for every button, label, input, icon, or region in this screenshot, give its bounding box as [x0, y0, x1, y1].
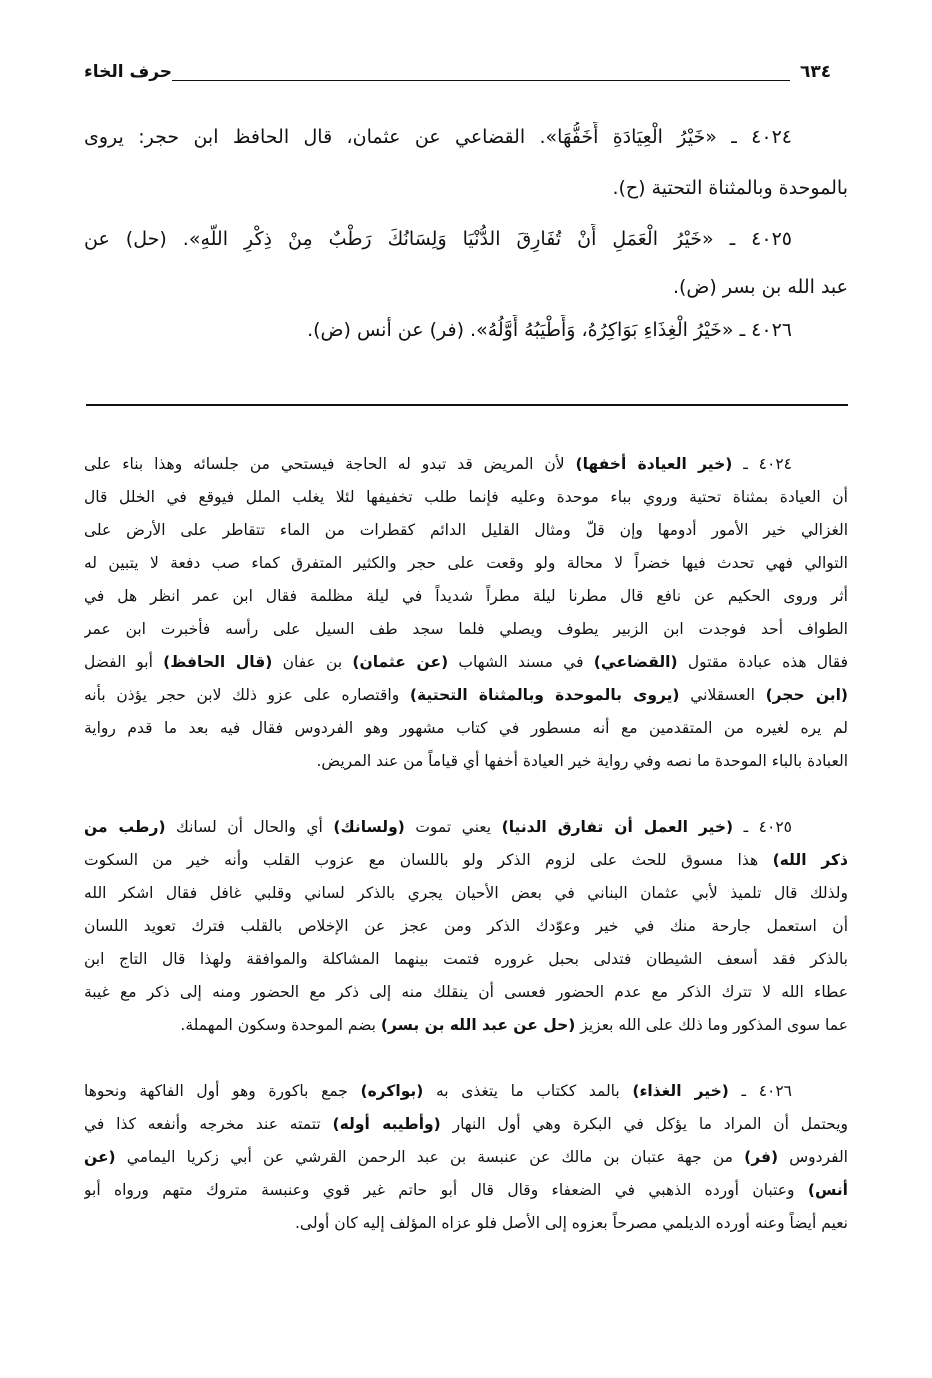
text-segment: أي والحال أن لسانك — [165, 818, 334, 836]
text-segment: في مسند الشهاب — [448, 653, 594, 671]
bold-quoted-text: (رطب من — [84, 818, 166, 836]
text-segment: ٤٠٢٤ ـ — [732, 455, 792, 473]
commentary-line — [84, 813, 792, 841]
text-segment: عبد الله بن بسر (ض). — [672, 276, 848, 298]
text-segment: جمع باكورة وهو أول الفاكهة ونحوها — [84, 1082, 361, 1100]
matn-line — [84, 224, 792, 254]
text-segment: يعني تموت — [404, 818, 502, 836]
commentary-line — [84, 945, 848, 973]
bold-quoted-text: (يروى بالموحدة وبالمثناة التحتية) — [409, 686, 680, 704]
text-segment: عطاء الله لا تترك الذكر مع عدم الحضور فعسى أن ينقلك منه إلى ذكر مع الحضور ومنه إلى ذكر مع غيبة — [84, 983, 848, 1001]
text-segment: بالذكر فقد أسعف الشيطان فتدلى بحبل غروره فتمت بينهما المشاكلة والموافقة ولهذا قال التاج ابن — [84, 950, 848, 968]
text-segment: ٤٠٢٦ ـ «خَيْرُ الْغِذَاءِ بَوَاكِرُهُ، وَأَطْيَبُهُ أَوَّلُهُ». (فر) عن أنس (ض). — [307, 319, 792, 341]
text-segment: بالموحدة وبالمثناة التحتية (ح). — [612, 177, 848, 199]
page-number: ٦٣٤ — [800, 62, 832, 82]
section-divider — [86, 404, 848, 406]
bold-quoted-text: (وأطيبه أوله) — [332, 1115, 441, 1133]
text-segment: الفردوس — [778, 1148, 848, 1166]
matn-line — [84, 272, 848, 302]
text-segment: وعتبان أورده الذهبي في الضعفاء وقال قال أبو حاتم غير قوي وعنبسة متروك متهم ورواه أبو — [84, 1181, 808, 1199]
text-segment: العبادة بالباء الموحدة ما نصه وفي رواية خير العيادة أخفها أي قياماً من عند المريض. — [316, 752, 848, 770]
commentary-line — [84, 615, 848, 643]
commentary-line — [84, 483, 848, 511]
text-segment: ولذلك قال تلميذ لأبي عثمان البناني في بعض الأحيان يجري بالذكر لساني وقلبي غافل فقال اشكر الله — [84, 884, 848, 902]
matn-line — [84, 122, 792, 152]
commentary-line — [84, 912, 848, 940]
text-segment: تتمته عند مخرجه وأنفعه كذا في — [84, 1115, 333, 1133]
text-segment: أن استعمل جارحة منك في خير وعوّدك الذكر ومن عجز عن الإخلاص بالقلب فترك تعويد اللسان — [84, 917, 848, 935]
text-segment: أثر وروى الحكيم عن نافع قال مطرنا ليلة مطراً شديداً في ليلة مظلمة فقال ابن عمر انظر هل في — [84, 587, 848, 605]
commentary-line — [84, 714, 848, 742]
text-segment: أبو الفضل — [84, 653, 164, 671]
bold-quoted-text: (القضاعي) — [593, 653, 678, 671]
bold-quoted-text: (خير الغذاء) — [632, 1082, 729, 1100]
bold-quoted-text: أنس) — [807, 1181, 848, 1199]
text-segment: نعيم أيضاً وعنه أورده الديلمي مصرحاً بعزوه إلى الأصل فلو عزاه المؤلف إليه كان أولى. — [294, 1214, 848, 1232]
matn-line — [84, 173, 848, 203]
commentary-line — [84, 879, 848, 907]
text-segment: ٤٠٢٤ ـ «خَيْرُ الْعِيَادَةِ أَخَفُّهَا». القضاعي عن عثمان، قال الحافظ ابن حجر: يروى — [84, 126, 792, 148]
text-segment: بضم الموحدة وسكون المهملة. — [180, 1016, 381, 1034]
commentary-line — [84, 582, 848, 610]
text-segment: ويحتمل أن المراد ما يؤكل في البكرة وهي أول النهار — [440, 1115, 848, 1133]
text-segment: بالمد ككتاب ما يتغذى به — [423, 1082, 633, 1100]
header-rule — [172, 80, 790, 81]
commentary-line — [84, 747, 848, 775]
text-segment: التوالي فهي تحدث فيها خضراً لا محالة ولو وقعت على حجر والكثير المتفرق كماء صب دفعة لا يتبين له — [84, 554, 848, 572]
commentary-line — [84, 1143, 848, 1171]
text-segment: ٤٠٢٦ ـ — [728, 1082, 792, 1100]
text-segment: هذا مسوق للحث على لزوم الذكر ولو باللسان مع عزوب القلب وأنه خير من السكوت — [84, 851, 773, 869]
bold-quoted-text: (خير العيادة أخفها) — [575, 455, 733, 473]
text-segment: لأن المريض قد تبدو له الحاجة فيستحي من جلسائه وهذا بناء على — [84, 455, 576, 473]
text-segment: فقال هذه عبادة مقتول — [677, 653, 848, 671]
bold-quoted-text: ذكر الله) — [772, 851, 848, 869]
matn-line — [84, 315, 792, 345]
commentary-line — [84, 648, 848, 676]
text-segment: بن عفان — [272, 653, 353, 671]
commentary-line — [84, 1176, 848, 1204]
commentary-line — [84, 549, 848, 577]
commentary-line — [84, 450, 792, 478]
text-segment: من جهة عتبان بن مالك عن عنبسة بن عبد الرحمن القرشي عن أبي زكريا اليمامي — [115, 1148, 745, 1166]
commentary-line — [84, 1077, 792, 1105]
bold-quoted-text: (بواكره) — [360, 1082, 424, 1100]
text-segment: لم يره لغيره من المتقدمين مع أنه مسطور في كتاب مشهور وهو الفردوس فقال فيه بعد ما قدم رواية — [84, 719, 848, 737]
commentary-line — [84, 681, 848, 709]
text-segment: الغزالي خير الأمور أدومها وإن قلّ ومثال القليل الدائم كقطرات من الماء تتقاطر على الأرض على — [84, 521, 848, 539]
chapter-title: حرف الخاء — [84, 62, 173, 82]
bold-quoted-text: (فر) — [744, 1148, 779, 1166]
text-segment: أن العيادة بمثناة تحتية وروي بباء موحدة وعليه فإنما طلب تخفيفها لئلا يغلب الملل فيوقع في الخلل قال — [84, 488, 848, 506]
text-segment: العسقلاني — [679, 686, 766, 704]
text-segment: واقتصاره على عزو ذلك لابن حجر يؤذن بأنه — [84, 686, 410, 704]
bold-quoted-text: (ابن حجر) — [765, 686, 848, 704]
commentary-line — [84, 978, 848, 1006]
bold-quoted-text: (ولسانك) — [333, 818, 405, 836]
bold-quoted-text: (حل عن عبد الله بن بسر) — [380, 1016, 576, 1034]
commentary-line — [84, 1011, 848, 1039]
bold-quoted-text: (عن — [84, 1148, 116, 1166]
text-segment: عما سوى المذكور وما ذلك على الله بعزيز — [575, 1016, 848, 1034]
text-segment: الطواف أحد فوجدت ابن الزبير يطوف ويصلي فلما سجد طف السيل على رأسه فأخبرت ابن عمر — [84, 620, 848, 638]
bold-quoted-text: (عن عثمان) — [352, 653, 449, 671]
text-segment: ٤٠٢٥ ـ — [733, 818, 792, 836]
commentary-line — [84, 516, 848, 544]
bold-quoted-text: (قال الحافظ) — [163, 653, 273, 671]
commentary-line — [84, 1110, 848, 1138]
text-segment: ٤٠٢٥ ـ «خَيْرُ الْعَمَلِ أَنْ تُفَارِقَ الدُّنْيَا وَلِسَانُكَ رَطْبٌ مِنْ ذِكْرِ اللَّهِ». (حل) عن — [84, 228, 792, 250]
bold-quoted-text: (خير العمل أن تفارق الدنيا) — [501, 818, 734, 836]
commentary-line — [84, 1209, 848, 1237]
commentary-line — [84, 846, 848, 874]
